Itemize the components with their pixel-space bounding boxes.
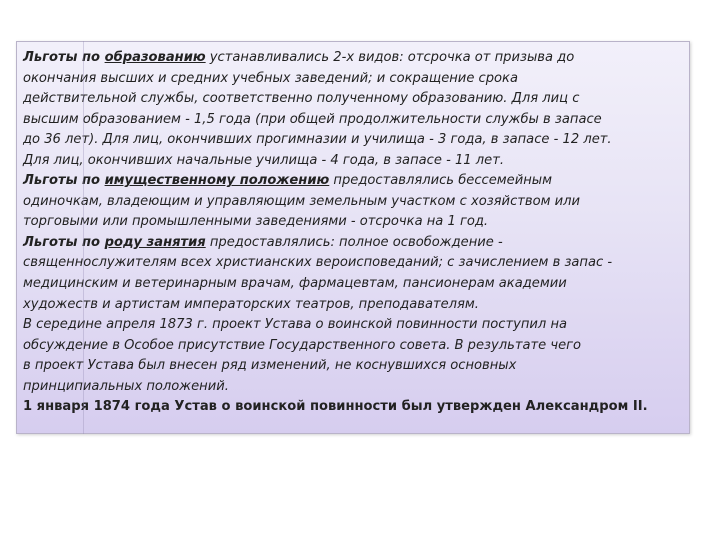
text-fragment: устанавливались 2-х видов: отсрочка от призыва до	[205, 50, 575, 65]
text-line: высшим образованием - 1,5 года (при общей продолжительности службы в запасе	[23, 111, 602, 127]
text-line: окончания высших и средних учебных заведений; и сокращение срока	[23, 70, 518, 86]
text-line: В середине апреля 1873 г. проект Устава о воинской повинности поступил на	[23, 317, 568, 333]
text-fragment: предоставлялись бессемейным	[329, 173, 552, 189]
section-heading: Льготы по	[23, 50, 105, 65]
section-heading-underlined: имущественному положению	[104, 173, 330, 189]
text-line: обсуждение в Особое присутствие Государственного совета. В результате чего	[23, 337, 582, 353]
text-line	[23, 48, 683, 69]
text-fragment: предоставлялись: полное освобождение -	[205, 234, 503, 250]
text-line: медицинским и ветеринарным врачам, фармацевтам, пансионерам академии	[23, 276, 567, 292]
text-line: до 36 лет). Для лиц, окончивших прогимназии и училища - 3 года, в запасе - 12 лет.	[23, 132, 612, 148]
section-heading-underlined: роду занятия	[104, 234, 206, 250]
text-line	[23, 171, 683, 192]
text-line: торговыми или промышленными заведениями - отсрочка на 1 год.	[23, 214, 489, 230]
text-line: художеств и артистам императорских театров, преподавателям.	[23, 296, 479, 312]
text-line: действительной службы, соответственно полученному образованию. Для лиц с	[23, 91, 580, 107]
section-heading: Льготы по	[23, 173, 105, 189]
text-line: священнослужителям всех христианских вероисповеданий; с зачислением в запас -	[23, 255, 613, 271]
text-panel	[16, 41, 690, 434]
text-line: в проект Устава был внесен ряд изменений, не коснувшихся основных	[23, 358, 517, 374]
text-line	[23, 233, 683, 254]
conclusion-line: 1 января 1874 года Устав о воинской повинности был утвержден Александром II.	[23, 399, 648, 415]
text-line: принципиальных положений.	[23, 378, 229, 394]
section-heading-underlined: образованию	[104, 50, 206, 65]
text-line: одиночкам, владеющим и управляющим земельным участком с хозяйством или	[23, 193, 581, 209]
section-heading: Льготы по	[23, 234, 105, 250]
text-line: Для лиц, окончивших начальные училища - 4 года, в запасе - 11 лет.	[23, 152, 505, 168]
